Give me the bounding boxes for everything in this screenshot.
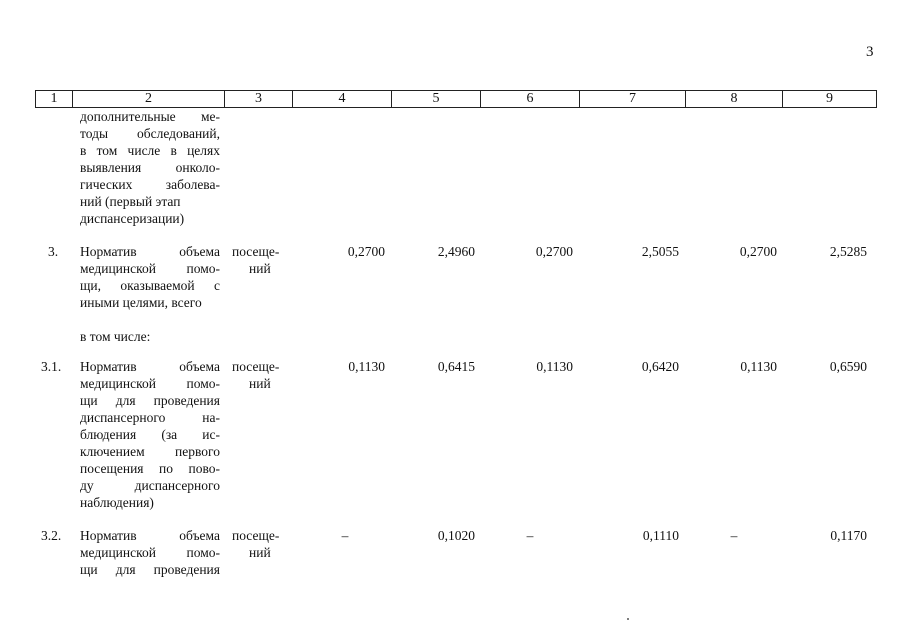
value-col-6: 0,2700 bbox=[535, 244, 573, 259]
subheading-including: в том числе: bbox=[80, 329, 151, 344]
header-col-1: 1 bbox=[36, 91, 73, 107]
description-line: щи для проведения bbox=[80, 562, 220, 577]
value-col-5: 0,1020 bbox=[437, 528, 475, 543]
description-line: блюдения (за ис- bbox=[80, 427, 220, 442]
continuation-line: диспансеризации) bbox=[80, 211, 185, 226]
description-line: щи, оказываемой с bbox=[80, 278, 220, 293]
unit-line: ний bbox=[249, 261, 271, 276]
page-number: 3 bbox=[866, 44, 874, 60]
unit-line: посеще- bbox=[232, 244, 280, 259]
row-number: 3.2. bbox=[41, 528, 62, 543]
row-number: 3.1. bbox=[41, 359, 62, 374]
continuation-line: выявления онколо- bbox=[80, 160, 220, 175]
unit-line: ний bbox=[249, 376, 271, 391]
row-description bbox=[80, 358, 220, 511]
value-col-4: 0,1130 bbox=[348, 359, 385, 374]
header-col-2: 2 bbox=[73, 91, 225, 107]
continuation-line: гических заболева- bbox=[80, 177, 220, 192]
value-col-7: 2,5055 bbox=[641, 244, 679, 259]
description-line: иными целями, всего bbox=[80, 295, 202, 310]
unit-line: посеще- bbox=[232, 359, 280, 374]
value-col-5: 0,6415 bbox=[437, 359, 475, 374]
description-line: медицинской помо- bbox=[80, 545, 220, 560]
value-col-9: 2,5285 bbox=[829, 244, 867, 259]
header-col-6: 6 bbox=[481, 91, 580, 107]
continuation-line: дополнительные ме- bbox=[80, 109, 220, 124]
description-line: ду диспансерного bbox=[80, 478, 220, 493]
description-line: посещения по пово- bbox=[80, 461, 220, 476]
continuation-line: в том числе в целях bbox=[80, 143, 220, 158]
continuation-line: ний (первый этап bbox=[80, 194, 181, 209]
value-col-7: 0,6420 bbox=[641, 359, 679, 374]
description-line: Норматив объема bbox=[80, 359, 220, 374]
value-col-7: 0,1110 bbox=[642, 528, 679, 543]
scan-speck bbox=[627, 618, 629, 620]
header-col-7: 7 bbox=[580, 91, 686, 107]
description-line: щи для проведения bbox=[80, 393, 220, 408]
description-line: наблюдения) bbox=[80, 495, 154, 510]
header-col-8: 8 bbox=[686, 91, 783, 107]
unit-line: ний bbox=[249, 545, 271, 560]
continuation-text bbox=[80, 108, 220, 227]
row-description bbox=[80, 527, 220, 578]
row-unit bbox=[232, 358, 292, 392]
description-line: медицинской помо- bbox=[80, 376, 220, 391]
table-header-row bbox=[35, 90, 877, 108]
value-col-8: 0,2700 bbox=[739, 244, 777, 259]
value-col-4: 0,2700 bbox=[347, 244, 385, 259]
row-number: 3. bbox=[48, 244, 59, 259]
description-line: Норматив объема bbox=[80, 528, 220, 543]
row-unit bbox=[232, 243, 292, 277]
value-col-6: – bbox=[526, 528, 534, 543]
row-description bbox=[80, 243, 220, 311]
value-col-6: 0,1130 bbox=[536, 359, 573, 374]
header-col-3: 3 bbox=[225, 91, 293, 107]
description-line: Норматив объема bbox=[80, 244, 220, 259]
row-unit bbox=[232, 527, 292, 561]
header-col-5: 5 bbox=[392, 91, 481, 107]
description-line: диспансерного на- bbox=[80, 410, 220, 425]
value-col-9: 0,6590 bbox=[829, 359, 867, 374]
value-col-4: – bbox=[341, 528, 349, 543]
header-col-9: 9 bbox=[826, 91, 833, 106]
value-col-8: 0,1130 bbox=[740, 359, 777, 374]
description-line: ключением первого bbox=[80, 444, 220, 459]
description-line: медицинской помо- bbox=[80, 261, 220, 276]
header-col-4: 4 bbox=[293, 91, 392, 107]
value-col-9: 0,1170 bbox=[830, 528, 867, 543]
unit-line: посеще- bbox=[232, 528, 280, 543]
continuation-line: тоды обследований, bbox=[80, 126, 220, 141]
value-col-5: 2,4960 bbox=[437, 244, 475, 259]
value-col-8: – bbox=[730, 528, 738, 543]
